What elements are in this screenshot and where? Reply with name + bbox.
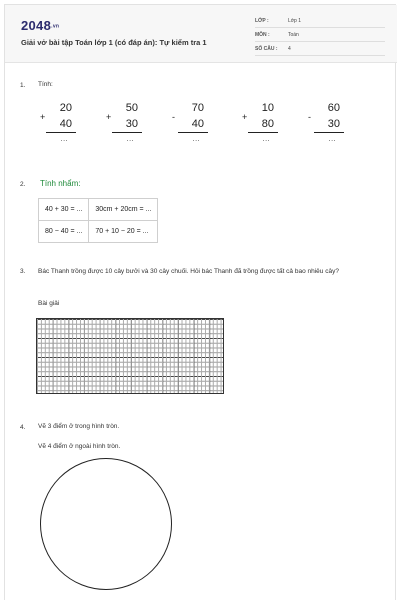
calc-sign: - bbox=[172, 112, 175, 122]
calc-top: 10 bbox=[261, 102, 274, 114]
q4-line1: Vẽ 3 điểm ở trong hình tròn. bbox=[38, 423, 120, 430]
calc-bottom: 30 bbox=[125, 118, 138, 130]
calc-top: 60 bbox=[327, 102, 340, 114]
q1-calc-4 bbox=[242, 102, 278, 150]
calc-answer-blank[interactable]: ... bbox=[262, 136, 270, 143]
calc-answer-blank[interactable]: ... bbox=[192, 136, 200, 143]
calc-top: 70 bbox=[191, 102, 204, 114]
calc-bottom: 40 bbox=[191, 118, 204, 130]
q1-label: Tính: bbox=[38, 81, 53, 88]
meta-class-key: LỚP : bbox=[255, 18, 269, 24]
calc-answer-blank[interactable]: ... bbox=[60, 136, 68, 143]
logo-main: 2048 bbox=[21, 18, 52, 33]
meta-count-key: SỐ CÂU : bbox=[255, 46, 278, 52]
meta-subject-row bbox=[255, 29, 385, 42]
q2-label: Tính nhẩm: bbox=[40, 179, 81, 188]
meta-count-value: 4 bbox=[288, 46, 291, 52]
calc-bottom: 30 bbox=[327, 118, 340, 130]
logo[interactable] bbox=[21, 18, 59, 33]
calc-sign: + bbox=[106, 112, 112, 122]
calc-line bbox=[248, 132, 278, 133]
q1-calc-3 bbox=[172, 102, 208, 150]
q3-number: 3. bbox=[20, 268, 26, 275]
calc-sign: + bbox=[40, 112, 46, 122]
table-cell[interactable]: 80 − 40 = ... bbox=[39, 221, 89, 243]
q1-number: 1. bbox=[20, 82, 26, 89]
q1-calc-5 bbox=[308, 102, 344, 150]
header bbox=[5, 5, 397, 63]
table-cell[interactable]: 70 + 10 − 20 = ... bbox=[89, 221, 158, 243]
meta-count-row bbox=[255, 43, 385, 56]
q4-line2: Vẽ 4 điểm ở ngoài hình tròn. bbox=[38, 443, 121, 450]
calc-top: 20 bbox=[59, 102, 72, 114]
answer-grid[interactable] bbox=[36, 318, 224, 394]
page-title: Giải vở bài tập Toán lớp 1 (có đáp án): Tự kiểm tra 1 bbox=[21, 38, 207, 47]
q2-number: 2. bbox=[20, 181, 26, 188]
meta-class-row bbox=[255, 15, 385, 28]
q1-calc-1 bbox=[40, 102, 76, 150]
calc-answer-blank[interactable]: ... bbox=[126, 136, 134, 143]
q4-number: 4. bbox=[20, 424, 26, 431]
answer-grid-lines bbox=[37, 319, 223, 393]
calc-top: 50 bbox=[125, 102, 138, 114]
logo-suffix: .vn bbox=[51, 23, 60, 30]
meta-class-value: Lớp 1 bbox=[288, 18, 302, 24]
calc-sign: - bbox=[308, 112, 311, 122]
meta-subject-value: Toán bbox=[288, 32, 299, 38]
table-row bbox=[39, 221, 158, 243]
table-cell[interactable]: 40 + 30 = ... bbox=[39, 199, 89, 221]
calc-answer-blank[interactable]: ... bbox=[328, 136, 336, 143]
calc-line bbox=[112, 132, 142, 133]
table-row bbox=[39, 199, 158, 221]
calc-line bbox=[46, 132, 76, 133]
drawing-circle[interactable] bbox=[40, 458, 172, 590]
table-cell[interactable]: 30cm + 20cm = ... bbox=[89, 199, 158, 221]
calc-line bbox=[178, 132, 208, 133]
calc-bottom: 40 bbox=[59, 118, 72, 130]
mental-math-table bbox=[38, 198, 158, 243]
calc-sign: + bbox=[242, 112, 248, 122]
calc-line bbox=[314, 132, 344, 133]
meta-subject-key: MÔN : bbox=[255, 32, 270, 38]
q1-calc-2 bbox=[106, 102, 142, 150]
calc-bottom: 80 bbox=[261, 118, 274, 130]
q3-answer-label: Bài giải bbox=[38, 300, 60, 307]
q3-text: Bác Thanh trồng được 10 cây bưởi và 30 cây chuối. Hỏi bác Thanh đã trồng được tất cả bao nhiêu cây? bbox=[38, 268, 339, 275]
